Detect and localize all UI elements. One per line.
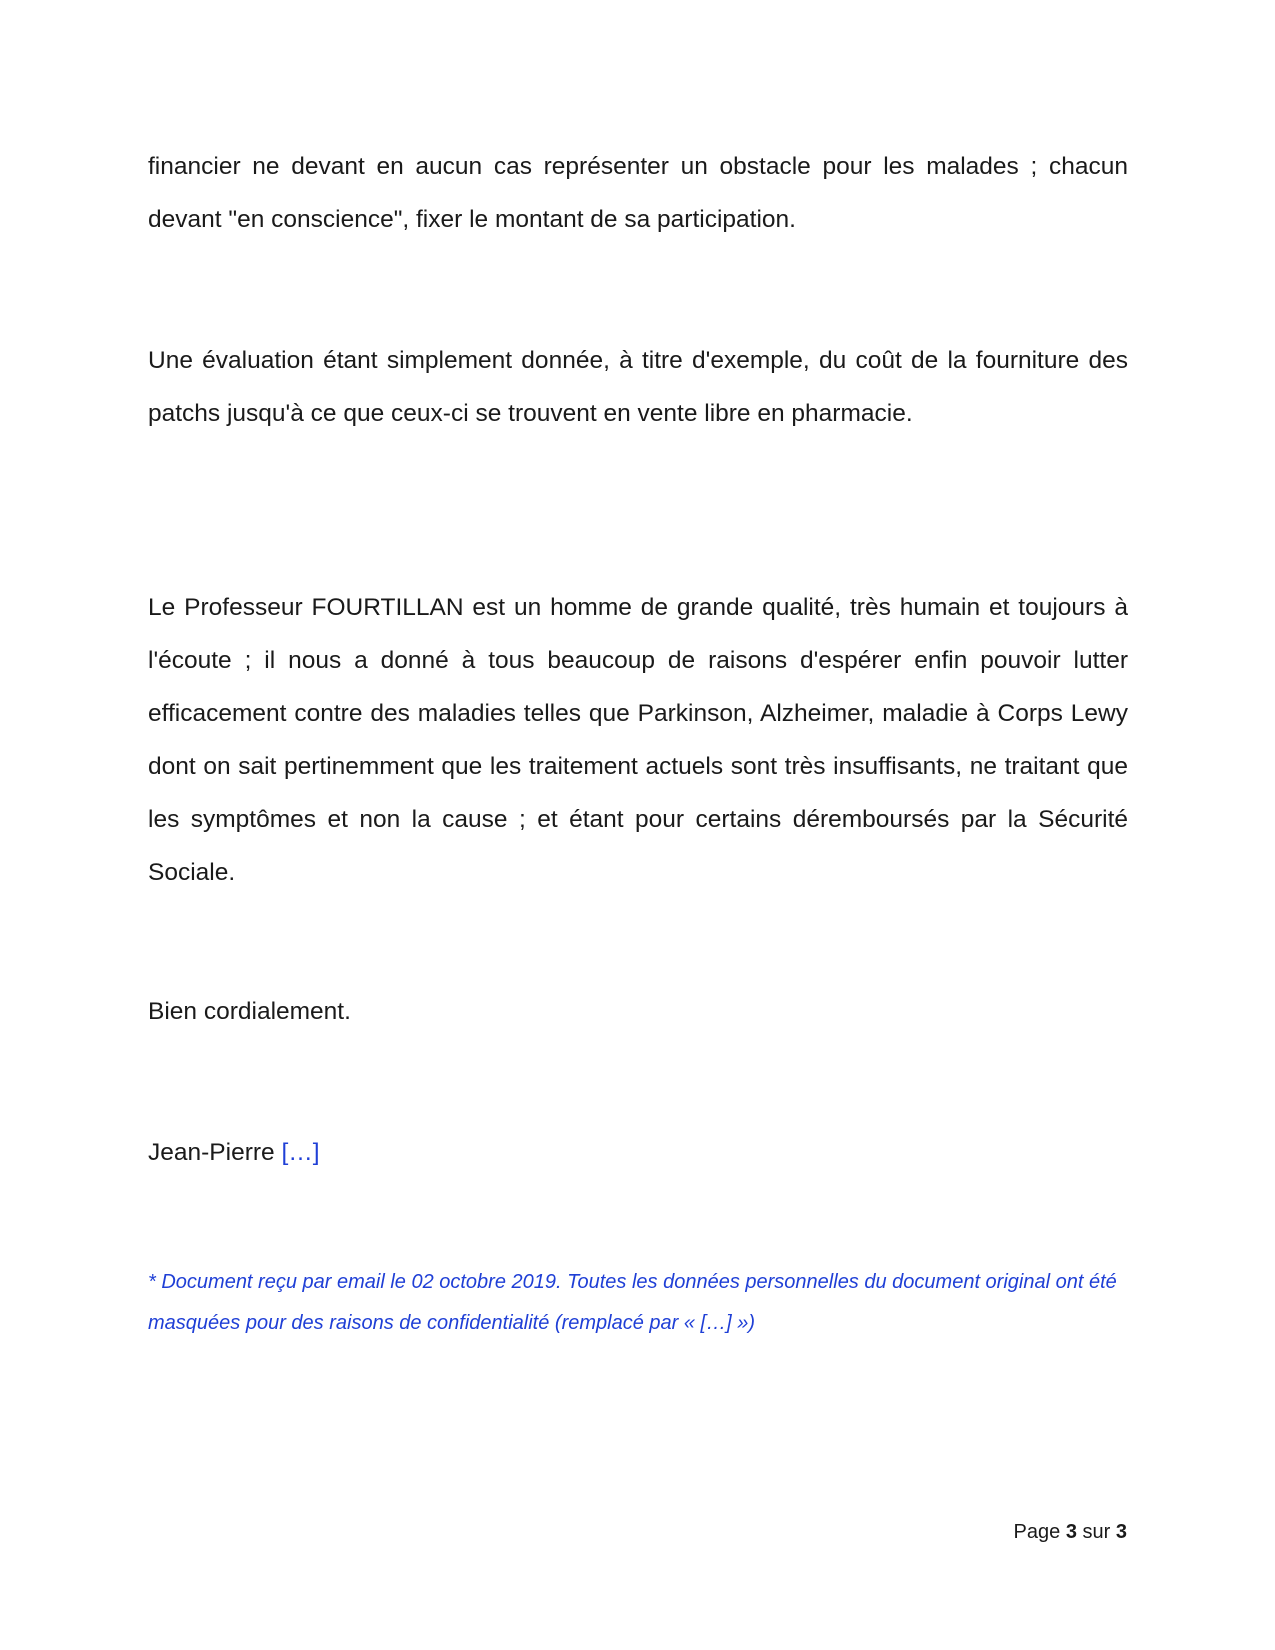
signature [148,1126,1128,1179]
closing-line: Bien cordialement. [148,998,351,1025]
confidentiality-note: * Document reçu par email le 02 octobre 2019. Toutes les données personnelles du document original ont été masquées pour des raisons de confidentialité (remplacé par « […] ») [148,1271,1117,1334]
total-page-number: 3 [1115,1521,1127,1543]
current-page-number: 3 [1065,1521,1077,1543]
footer-prefix: Page [1013,1521,1061,1543]
signature-redacted: […] [281,1139,320,1166]
signature-name: Jean-Pierre [148,1139,275,1166]
paragraph-financing: financier ne devant en aucun cas représenter un obstacle pour les malades ; chacun devant "en conscience", fixer le montant de sa participation. [148,153,1128,233]
paragraph-professor: Le Professeur FOURTILLAN est un homme de grande qualité, très humain et toujours à l'écoute ; il nous a donné à tous beaucoup de raisons d'espérer enfin pouvoir lutter efficacement contre des maladies telles que Parkinson, Alzheimer, maladie à Corps Lewy dont on sait pertinemment que les traitement actuels sont très insuffisants, ne traitant que les symptômes et non la cause ; et étant pour certains déremboursés par la Sécurité Sociale. [148,594,1128,886]
paragraph-evaluation: Une évaluation étant simplement donnée, à titre d'exemple, du coût de la fourniture des patchs jusqu'à ce que ceux-ci se trouvent en vente libre en pharmacie. [148,347,1128,427]
footer-middle: sur [1082,1521,1111,1543]
page-footer [1014,1518,1127,1546]
